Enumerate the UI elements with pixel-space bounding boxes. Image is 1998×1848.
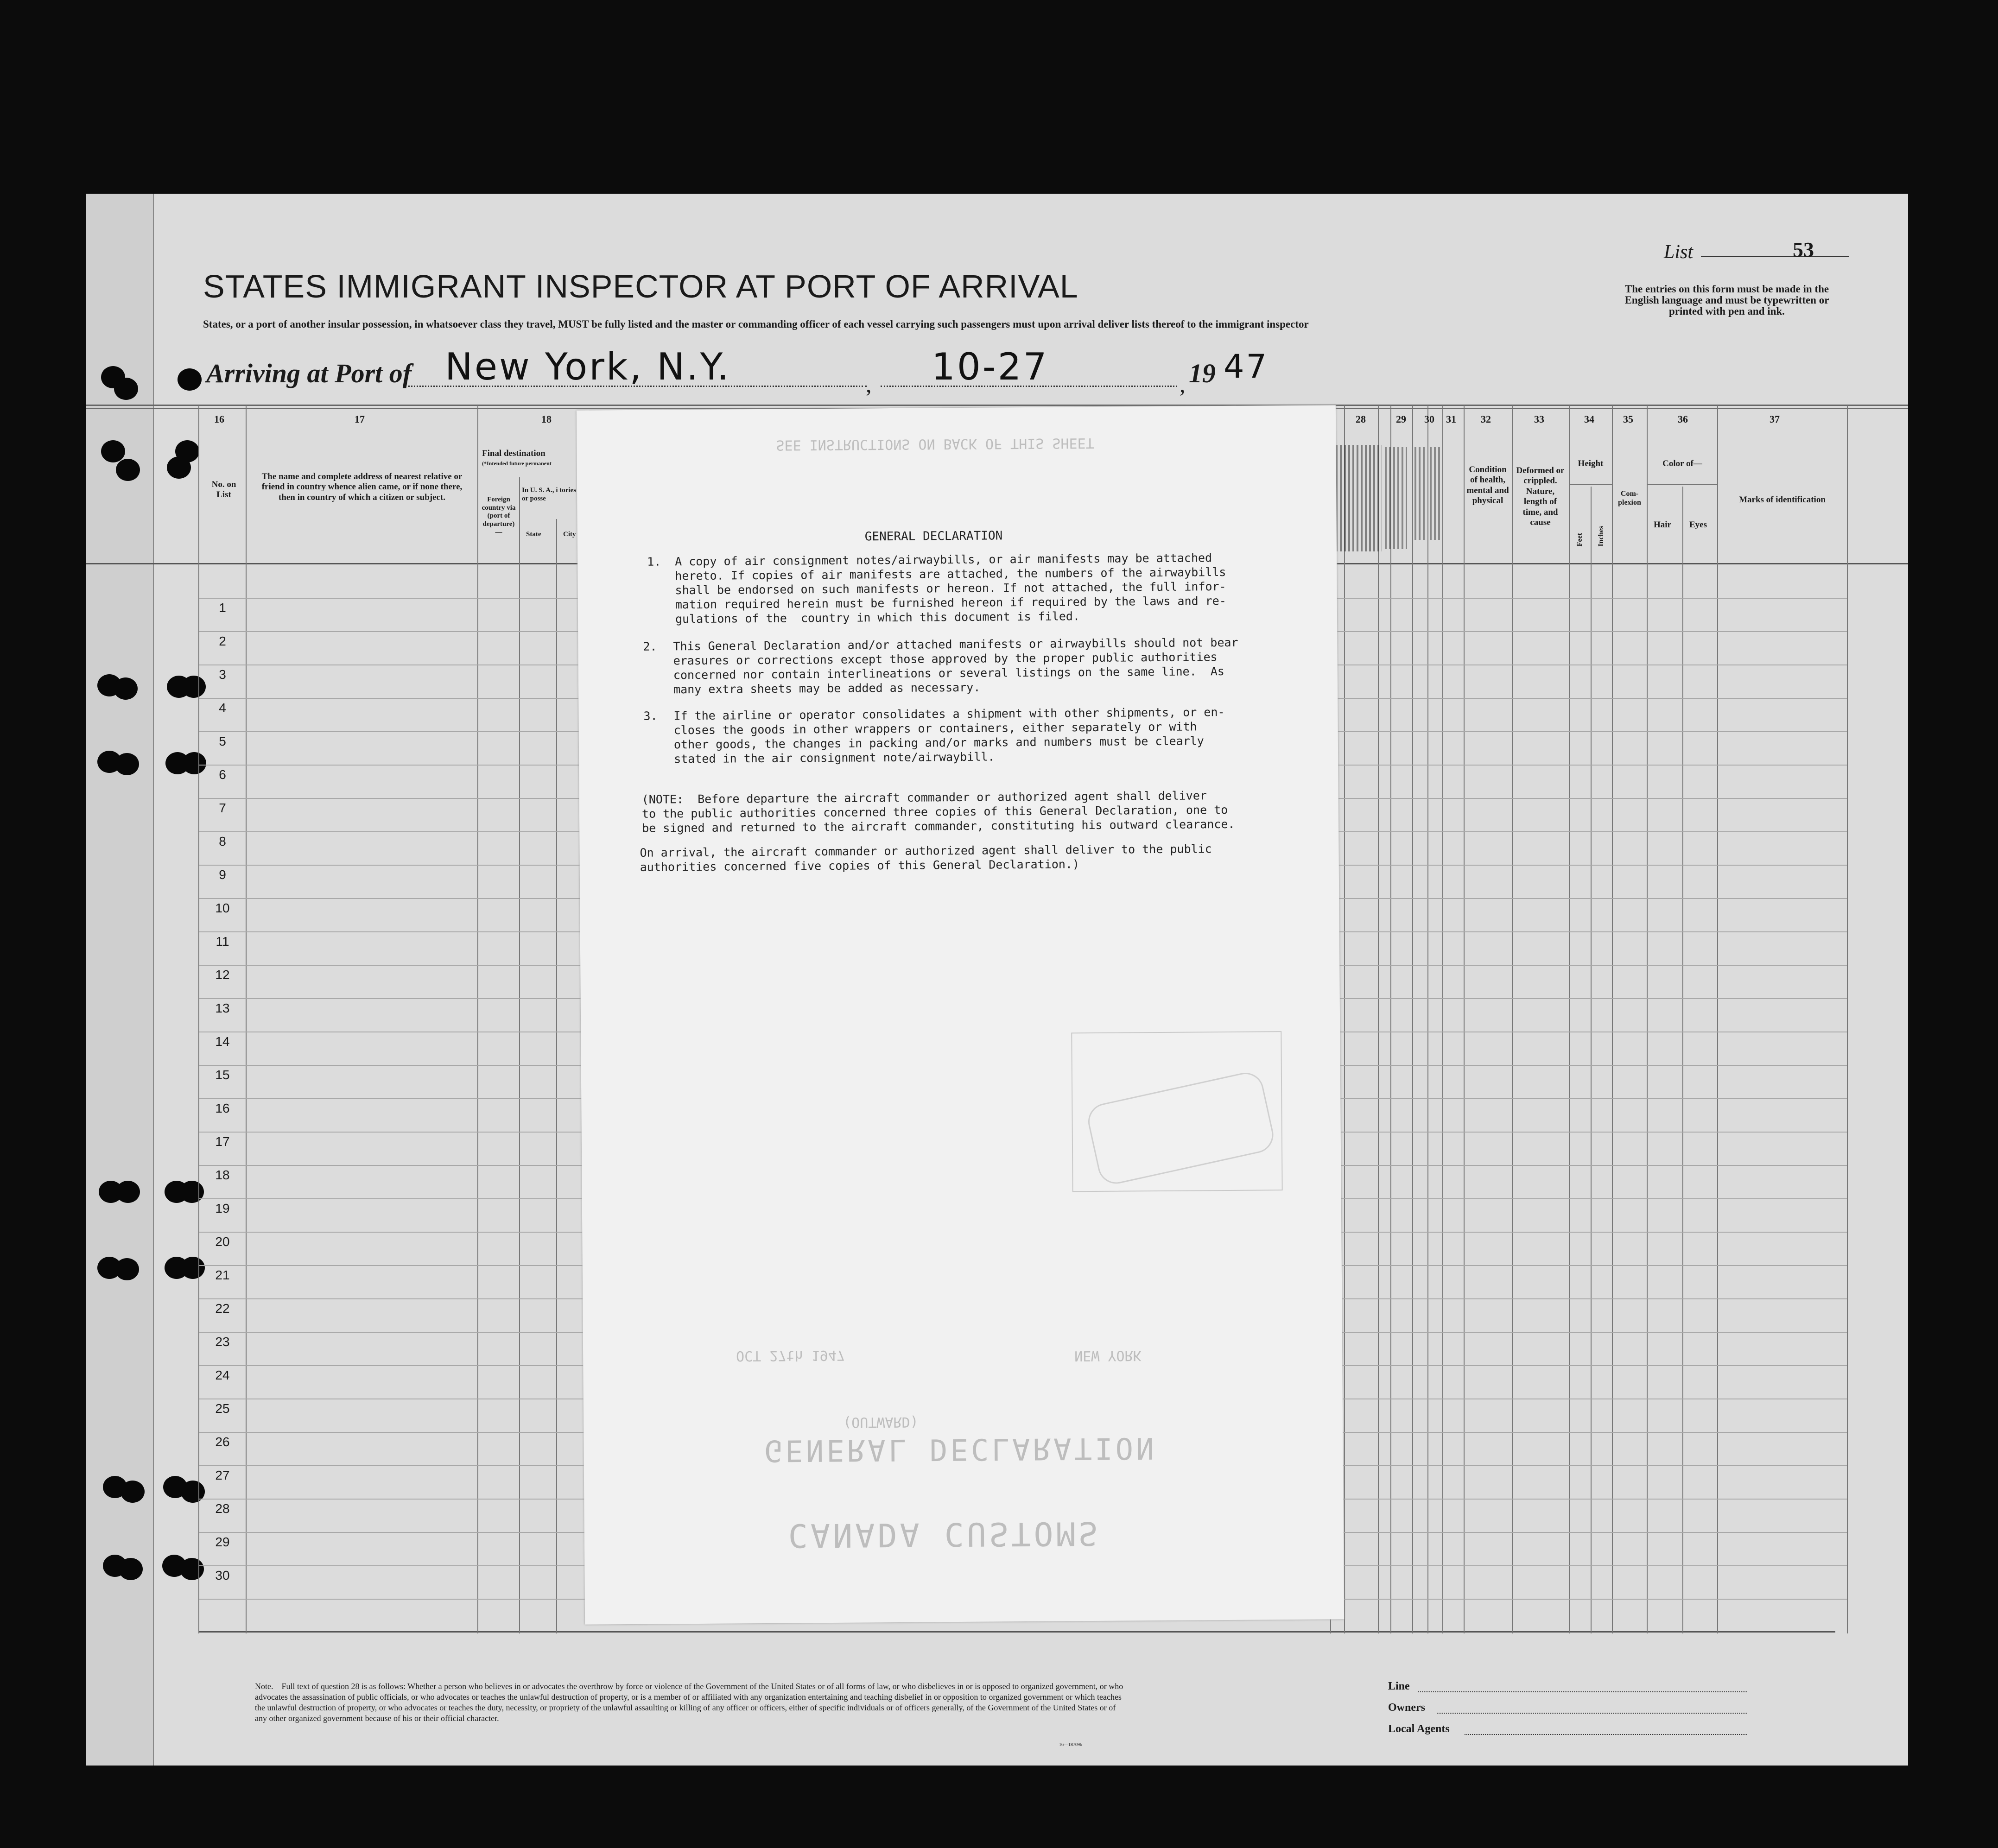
bleed-canada-customs: CANADA CUSTOMS: [788, 1514, 1101, 1555]
table-top-rule: [86, 405, 1908, 406]
header-foreign-country: Foreign country via (port of departure)—: [482, 496, 516, 536]
header-marks: Marks of identification: [1739, 495, 1826, 505]
header-inches: Inches: [1597, 526, 1605, 547]
row-number: 23: [215, 1335, 230, 1349]
agents-field: [1465, 1734, 1747, 1735]
row-number: 10: [215, 901, 230, 915]
agents-label: Local Agents: [1388, 1723, 1450, 1735]
list-underline: [1701, 256, 1849, 257]
declaration-item-3: If the airline or operator consolidates a shipment with other shipments, or en- closes the goods in other wrappers or containers, either separately or with other goods, the changes in packing and/or marks and numbers must be clearly stated in the air consignment note/airwaybill.: [673, 705, 1225, 766]
bleed-newyork: NEW YORK: [1074, 1347, 1142, 1364]
column-line: [1464, 405, 1465, 1633]
row-number: 16: [215, 1101, 230, 1115]
punch-hole: [116, 1181, 140, 1203]
comma: ,: [1180, 371, 1186, 397]
column-line: [1344, 405, 1345, 1633]
header-condition: Condition of health, mental and physical: [1466, 465, 1509, 506]
row-number: 22: [215, 1301, 230, 1316]
row-number: 25: [215, 1401, 230, 1416]
bleed-date: OCT 27th 1947: [736, 1347, 845, 1364]
header-state: State: [526, 531, 541, 538]
column-number: 34: [1584, 413, 1594, 425]
row-number: 3: [219, 667, 226, 682]
header-final-destination: Final destination: [482, 449, 545, 458]
declaration-heading: GENERAL DECLARATION: [864, 529, 1003, 544]
row-number: 26: [215, 1435, 230, 1449]
header-feet: Feet: [1576, 533, 1584, 547]
header-height: Height: [1578, 459, 1604, 468]
header-complexion: Com- plexion: [1618, 490, 1641, 506]
column-line: [519, 477, 520, 1633]
bleed-instructions: SEE INSTRUCTIONS ON BACK OF THIS SHEET: [776, 434, 1094, 453]
punch-hole: [116, 459, 140, 481]
punch-hole: [180, 1181, 204, 1203]
row-number: 6: [219, 767, 226, 782]
punch-hole: [101, 440, 125, 462]
port-value: New York, N.Y.: [445, 345, 731, 388]
owners-label: Owners: [1388, 1702, 1425, 1714]
column-line: [246, 405, 247, 1633]
bleed-outward: (OUTWARD): [843, 1413, 919, 1430]
column-number: 17: [355, 413, 365, 425]
color-rule: [1647, 484, 1717, 485]
comma: ,: [866, 371, 872, 397]
punch-hole: [178, 368, 202, 391]
column-line: [1717, 405, 1718, 1633]
column-line: [1512, 405, 1513, 1633]
row-number: 30: [215, 1568, 230, 1582]
row-number: 19: [215, 1201, 230, 1215]
punch-hole: [115, 753, 139, 775]
footer-note: Note.—Full text of question 28 is as follows: Whether a person who believes in or advocates the overthrow by force or violence of the Government of the United States or of all forms of law, or who disbelieves in or is opposed to organized government, or who advocates the assassination of public officials, or who advocates or teaches the unlawful destruction of property, or is a member of or affiliated with any organization entertaining and teaching disbelief in or opposition to organized government or which teaches the unlawful destruction of property, or who advocates or teaches the duty, necessity, or propriety of the unlawful assaulting or killing of any officer or officers, either of specific individuals or of officers generally, of the Government of the United States or of any other organized government because of his or their official character.: [255, 1682, 1123, 1723]
column-line: [1390, 405, 1391, 1633]
header-col-29-text: [1385, 447, 1407, 549]
column-line: [1569, 405, 1570, 1633]
row-number: 8: [219, 834, 226, 848]
item-number: 2.: [643, 639, 657, 653]
declaration-note: (NOTE: Before departure the aircraft commander or authorized agent shall deliver to the public authorities concerned three copies of this General Declaration, one to be signed and returned to the aircraft commander, constituting his outward clearance.: [641, 789, 1235, 835]
column-line: [198, 405, 199, 1633]
header-final-destination-note: (*Intended future permanent: [482, 460, 552, 467]
column-number: 16: [214, 413, 224, 425]
column-line: [1591, 487, 1592, 1633]
header-eyes: Eyes: [1689, 520, 1707, 530]
column-number: 33: [1534, 413, 1544, 425]
column-line: [556, 519, 557, 1633]
row-number: 17: [215, 1134, 230, 1149]
table-bottom-rule: [199, 1631, 1835, 1633]
general-declaration-sheet: [577, 405, 1344, 1624]
line-label: Line: [1388, 1680, 1410, 1692]
form-subtitle: States, or a port of another insular possession, in whatsoever class they travel, MUST be fully listed and the master or commanding officer of each vessel carrying such passengers must upon arrival deliver lists thereof to the immigrant inspector: [203, 318, 1309, 330]
list-number: 53: [1793, 238, 1814, 261]
declaration-note-arrival: On arrival, the aircraft commander or authorized agent shall deliver to the public authorities concerned five copies of this General Declaration.): [640, 842, 1212, 874]
row-number: 27: [215, 1468, 230, 1482]
item-number: 3.: [643, 709, 658, 723]
row-number: 7: [219, 801, 226, 815]
column-line: [1612, 405, 1613, 1633]
binding-strip: [86, 194, 154, 1766]
punch-hole: [167, 456, 191, 479]
punch-hole: [182, 676, 206, 698]
column-number: 31: [1446, 413, 1456, 425]
column-number: 35: [1623, 413, 1633, 425]
year-prefix: 19: [1189, 358, 1216, 388]
date-value: 10-27: [932, 345, 1049, 388]
punch-hole: [115, 1258, 139, 1280]
punch-hole: [114, 677, 138, 700]
row-number: 28: [215, 1501, 230, 1516]
column-number: 18: [541, 413, 552, 425]
row-number: 12: [215, 968, 230, 982]
column-line: [1427, 405, 1428, 1633]
owners-field: [1437, 1713, 1747, 1714]
form-title: STATES IMMIGRANT INSPECTOR AT PORT OF ARRIVAL: [203, 268, 1078, 304]
header-no-on-list: No. on List: [211, 480, 236, 500]
row-number: 18: [215, 1168, 230, 1182]
row-number: 13: [215, 1001, 230, 1015]
punch-hole: [182, 752, 206, 774]
arriving-label: Arriving at Port of: [206, 358, 412, 388]
header-relative: The name and complete address of nearest relative or friend in country whence alien came, or if none there, then in country of which a citizen or subject.: [261, 472, 463, 502]
column-number: 32: [1481, 413, 1491, 425]
row-number: 1: [219, 601, 226, 615]
bleed-general-declaration: GENERAL DECLARATION: [764, 1430, 1157, 1468]
column-line: [1682, 487, 1683, 1633]
row-number: 15: [215, 1068, 230, 1082]
item-number: 1.: [647, 555, 661, 569]
header-in-usa: In U. S. A., i tories or posse: [522, 487, 577, 502]
row-number: 9: [219, 867, 226, 882]
column-number: 28: [1356, 413, 1366, 425]
column-line: [1647, 405, 1648, 1633]
row-number: 11: [216, 934, 229, 949]
header-col-30-text: [1414, 447, 1426, 540]
row-number: 20: [215, 1234, 230, 1249]
list-label: List: [1664, 241, 1694, 263]
row-number: 29: [215, 1535, 230, 1549]
year-value: 47: [1224, 348, 1269, 386]
column-line: [1442, 405, 1443, 1633]
row-number: 2: [219, 634, 226, 648]
row-number: 4: [219, 701, 226, 715]
height-rule: [1569, 484, 1612, 485]
row-number: 14: [215, 1034, 230, 1049]
header-deformed: Deformed or crippled. Nature, length of time, and cause: [1516, 466, 1565, 528]
column-line: [1847, 405, 1848, 1633]
punch-hole: [121, 1481, 145, 1503]
header-color-of: Color of—: [1662, 459, 1702, 468]
header-col-31-text: [1430, 447, 1441, 540]
punch-hole: [119, 1558, 143, 1580]
column-number: 37: [1770, 413, 1780, 425]
column-number: 36: [1678, 413, 1688, 425]
row-number: 21: [215, 1268, 230, 1282]
punch-hole: [180, 1558, 204, 1580]
header-col-28-text: [1336, 445, 1382, 551]
header-city: City: [563, 531, 576, 538]
header-hair: Hair: [1654, 520, 1671, 530]
punch-hole: [114, 378, 138, 400]
form-code: 16—18709b: [1059, 1742, 1082, 1747]
column-line: [1412, 405, 1413, 1633]
declaration-item-2: This General Declaration and/or attached manifests or airwaybills should not bear erasures or corrections except those approved by the proper public authorities concerned nor contain interlineations or several listings on the same line. As many extra sheets may be added as necessary.: [673, 635, 1238, 696]
row-number: 24: [215, 1368, 230, 1382]
declaration-item-1: A copy of air consignment notes/airwaybills, or air manifests may be attached hereto. If copies of air manifests are attached, the numbers of the airwaybills shall be endorsed on such manifests or hereon. If not attached, the full infor- mation required herein must be furnished hereon if required by the laws and re- gulations of the country in which this document is filed.: [675, 551, 1226, 626]
line-field: [1418, 1691, 1747, 1692]
column-line: [477, 405, 478, 1633]
row-number: 5: [219, 734, 226, 748]
entries-note: The entries on this form must be made in the English language and must be typewritten or printed with pen and ink.: [1624, 283, 1829, 317]
column-line: [1378, 405, 1379, 1633]
column-number: 30: [1424, 413, 1434, 425]
punch-hole: [181, 1257, 205, 1279]
column-number: 29: [1396, 413, 1406, 425]
